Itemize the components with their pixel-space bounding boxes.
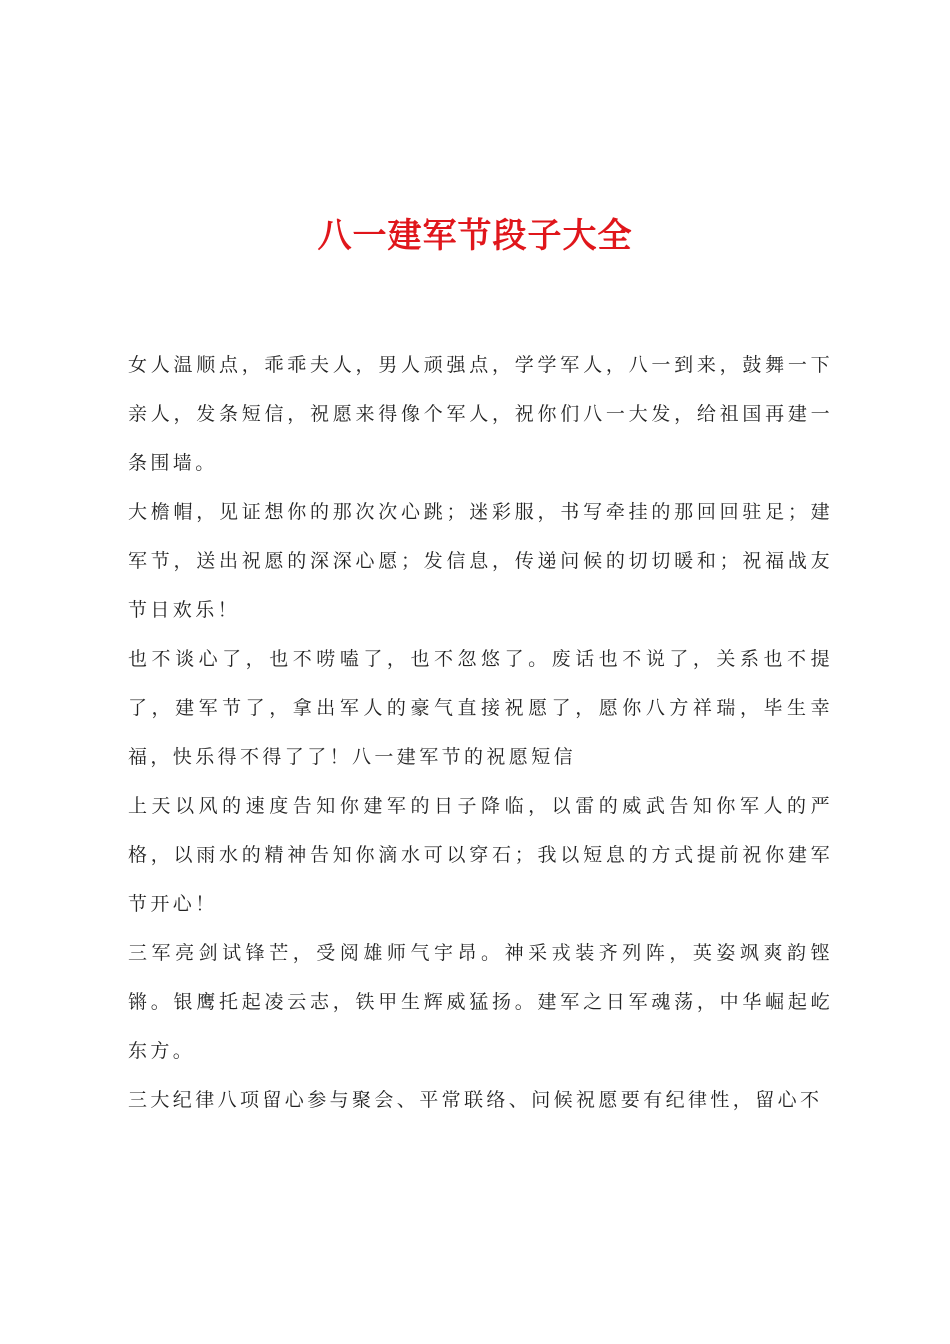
paragraph: 上天以风的速度告知你建军的日子降临，以雷的威武告知你军人的严格，以雨水的精神告知你滴水可以穿石；我以短息的方式提前祝你建军节开心！: [128, 795, 833, 915]
paragraph: 三军亮剑试锋芒，受阅雄师气宇昂。神采戎装齐列阵，英姿飒爽韵铿锵。银鹰托起凌云志，铁甲生辉威猛扬。建军之日军魂荡，中华崛起屹东方。: [128, 942, 833, 1062]
document-title: 八一建军节段子大全: [317, 216, 633, 256]
document-body: [128, 341, 833, 1125]
paragraph: 三大纪律八项留心参与聚会、平常联络、问候祝愿要有纪律性，留心不: [128, 1089, 823, 1111]
paragraph: 大檐帽，见证想你的那次次心跳；迷彩服，书写牵挂的那回回驻足；建军节，送出祝愿的深深心愿；发信息，传递问候的切切暖和；祝福战友节日欢乐！: [128, 501, 833, 621]
paragraph: 也不谈心了，也不唠嗑了，也不忽悠了。废话也不说了，关系也不提了，建军节了，拿出军人的豪气直接祝愿了，愿你八方祥瑞，毕生幸福，快乐得不得了了！八一建军节的祝愿短信: [128, 648, 833, 768]
paragraph: 女人温顺点，乖乖夫人，男人顽强点，学学军人，八一到来，鼓舞一下亲人，发条短信，祝愿来得像个军人，祝你们八一大发，给祖国再建一条围墙。: [128, 354, 833, 474]
